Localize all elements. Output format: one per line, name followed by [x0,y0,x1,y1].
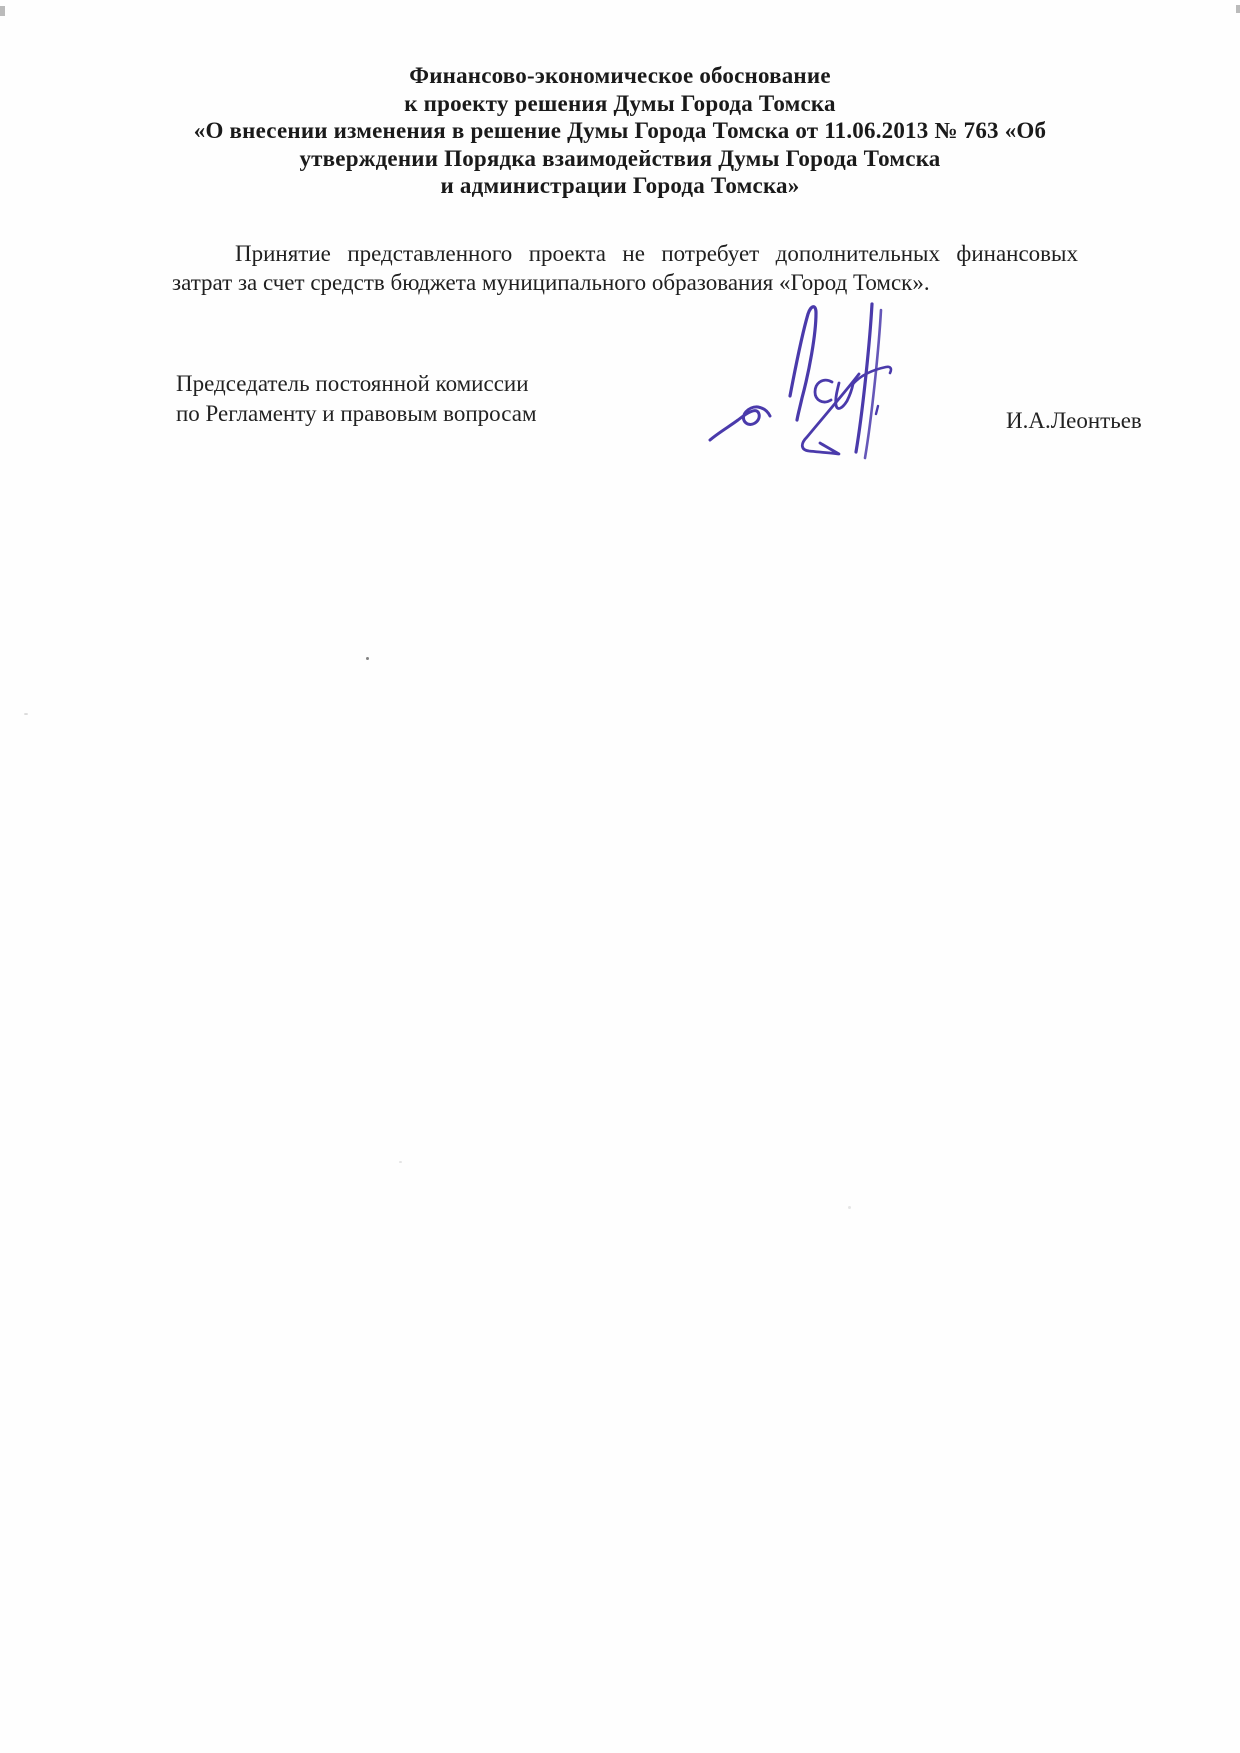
scan-artifact-dot [366,657,369,660]
scan-artifact-dot [848,1206,851,1209]
scan-artifact-dot [24,713,28,715]
signatory-name: И.А.Леонтьев [1006,408,1142,433]
signatory-position-line-2: по Регламенту и правовым вопросам [176,401,537,426]
title-line-4: утверждении Порядка взаимодействия Думы Города Томска [299,145,941,171]
title-line-2: к проекту решения Думы Города Томска [404,90,836,116]
signature-ink [660,280,895,480]
body-paragraph: Принятие представленного проекта не потребует дополнительных финансовых затрат за счет средств бюджета муниципального образования «Город Томск». [172,241,1078,295]
signatory-position [176,369,537,429]
scan-edge-mark [1236,5,1240,13]
title-line-5: и администрации Города Томска» [440,173,800,199]
scan-artifact-dot [399,1161,402,1163]
title-line-1: Финансово-экономическое обоснование [409,63,831,88]
scan-edge-mark [0,6,5,16]
signatory-position-line-1: Председатель постоянной комиссии [176,371,529,396]
document-title [0,62,1240,200]
title-line-3: «О внесении изменения в решение Думы Города Томска от 11.06.2013 № 763 «Об [193,118,1047,144]
